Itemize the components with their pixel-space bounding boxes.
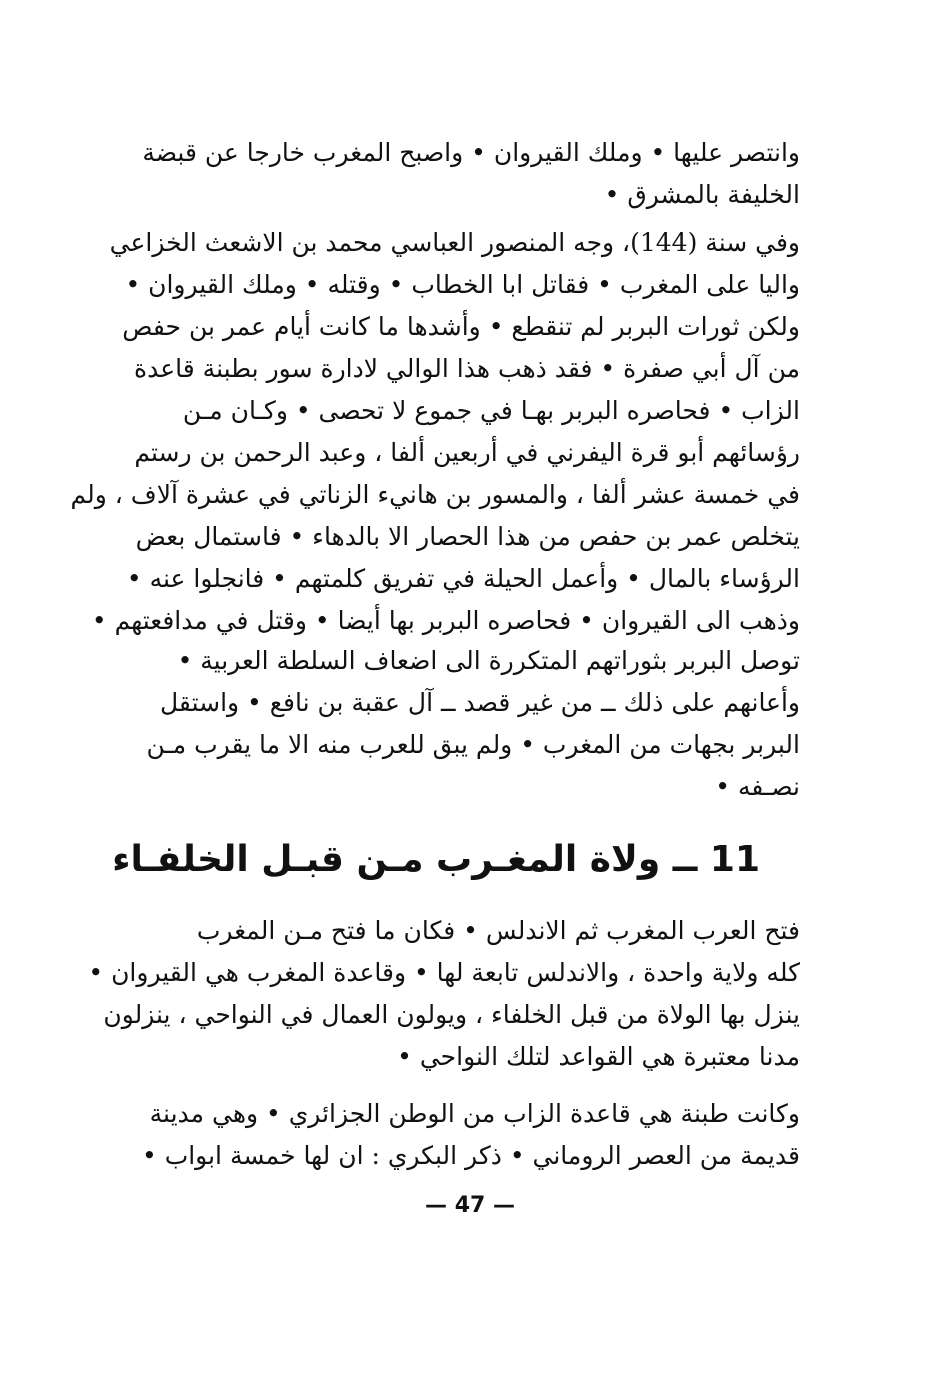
text-line: وانتصر عليها • وملك القيروان • واصبح المغرب خارجا عن قبضة [142, 138, 800, 167]
page-number: — 47 — [425, 1193, 515, 1218]
paragraph-3 [146, 640, 800, 808]
text-line: نصـفه • [715, 772, 800, 801]
text-line: ينزل بها الولاة من قبل الخلفاء ، ويولون العمال في النواحي ، ينزلون [103, 1000, 800, 1029]
text-line: كله ولاية واحدة ، والاندلس تابعة لها • وقاعدة المغرب هي القيروان • [88, 958, 800, 987]
text-line: من آل أبي صفرة • فقد ذهب هذا الوالي لادارة سور بطبنة قاعدة [134, 354, 800, 383]
paragraph-4 [88, 910, 800, 1078]
text-line: وكانت طبنة هي قاعدة الزاب من الوطن الجزائري • وهي مدينة [149, 1099, 800, 1128]
text-line: الخليفة بالمشرق • [604, 180, 800, 209]
text-line: وفي سنة (144)، وجه المنصور العباسي محمد بن الاشعث الخزاعي [109, 228, 800, 257]
text-line: وأعانهم على ذلك ــ من غير قصد ــ آل عقبة بن نافع • واستقل [160, 688, 800, 717]
text-line: البربر بجهات من المغرب • ولم يبق للعرب منه الا ما يقرب مـن [146, 730, 800, 759]
text-line: واليا على المغرب • فقاتل ابا الخطاب • وقتله • وملك القيروان • [125, 270, 800, 299]
text-line: ولكن ثورات البربر لم تنقطع • وأشدها ما كانت أيام عمر بن حفص [122, 312, 800, 341]
text-line: في خمسة عشر ألفا ، والمسور بن هانيء الزناتي في عشرة آلاف ، ولم [70, 480, 800, 509]
text-line: الزاب • فحاصره البربر بهـا في جموع لا تحصى • وكـان مـن [182, 396, 800, 425]
paragraph-2 [70, 222, 800, 642]
text-line: رؤسائهم أبو قرة اليفرني في أربعين ألفا ، وعبد الرحمن بن رستم [134, 438, 800, 467]
section-heading: 11 ــ ولاة المغـرب مـن قبـل الخلفـاء [112, 839, 760, 880]
paragraph-1 [142, 132, 800, 216]
text-line: مدنا معتبرة هي القواعد لتلك النواحي • [397, 1042, 800, 1071]
text-line: توصل البربر بثوراتهم المتكررة الى اضعاف السلطة العربية • [177, 646, 800, 675]
text-line: قديمة من العصر الروماني • ذكر البكري : ان لها خمسة ابواب • [142, 1141, 800, 1170]
text-line: وذهب الى القيروان • فحاصره البربر بها أيضا • وقتل في مدافعتهم • [91, 606, 800, 635]
text-line: الرؤساء بالمال • وأعمل الحيلة في تفريق كلمتهم • فانجلوا عنه • [126, 564, 800, 593]
text-line: فتح العرب المغرب ثم الاندلس • فكان ما فتح مـن المغرب [196, 916, 800, 945]
text-line: يتخلص عمر بن حفص من هذا الحصار الا بالدهاء • فاستمال بعض [135, 522, 800, 551]
paragraph-5 [142, 1093, 800, 1177]
